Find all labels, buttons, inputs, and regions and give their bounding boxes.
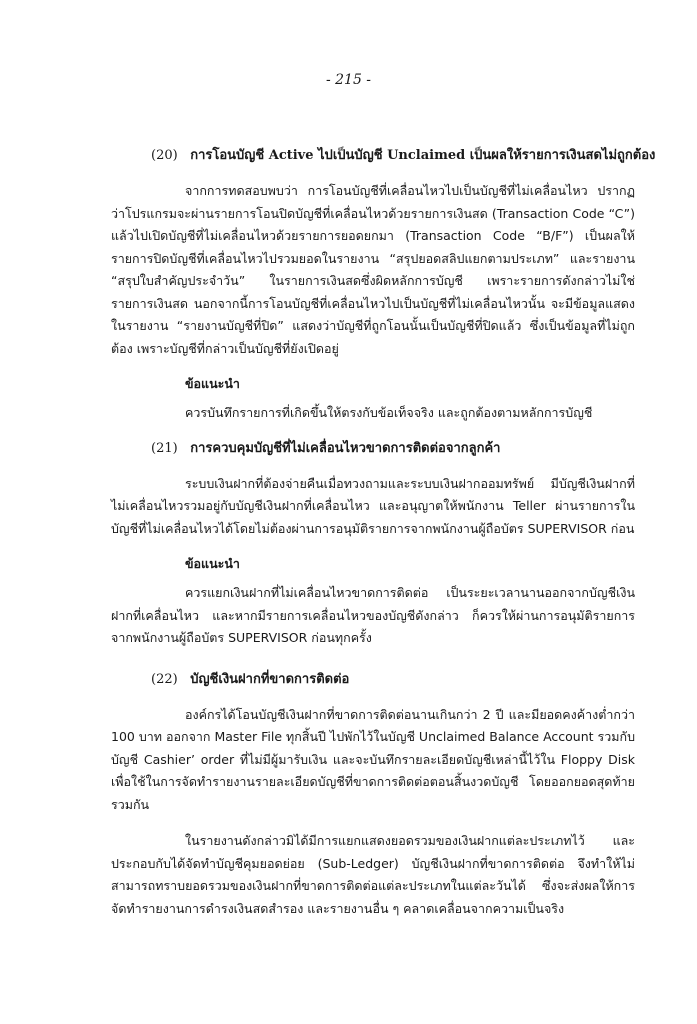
section-title: การโอนบัญชี Active ไปเป็นบัญชี Unclaimed เป็นผลให้รายการเงินสดไม่ถูกต้อง bbox=[190, 148, 656, 163]
section-heading-21 bbox=[111, 439, 635, 459]
recommendation-text: ควรแยกเงินฝากที่ไม่เคลื่อนไหวขาดการติดต่อ เป็นระยะเวลานานออกจากบัญชีเงินฝากที่เคลื่อนไหว และหากมีรายการเคลื่อนไหวของบัญชีดังกล่าว ก็ควรให้ผ่านการอนุมัติรายการจากพนักงานผู้ถือบัตร SUPERVISOR ก่อนทุกครั้ง bbox=[111, 585, 635, 645]
section-paragraph: จากการทดสอบพบว่า การโอนบัญชีที่เคลื่อนไหวไปเป็นบัญชีที่ไม่เคลื่อนไหว ปรากฏว่าโปรแกรมจะผ่านรายการโอนปิดบัญชีที่เคลื่อนไหวด้วยรายการเงินสด (Transaction Code “C”) แล้วไปเปิดบัญชีที่ไม่เคลื่อนไหวด้วยรายการยอดยกมา (Transaction Code “B/F”) เป็นผลให้รายการปิดบัญชีที่เคลื่อนไหวไปรวมยอดในรายงาน “สรุปยอดสลิปแยกตามประเภท” และรายงาน “สรุปใบสำคัญประจำวัน” ในรายการเงินสดซึ่งผิดหลักการบัญชี เพราะรายการดังกล่าวไม่ใช่รายการเงินสด นอกจากนี้การโอนบัญชีที่เคลื่อนไหวไปเป็นบัญชีที่ไม่เคลื่อนไหวนั้น จะมีข้อมูลแสดงในรายงาน “รายงานบัญชีที่ปิด” แสดงว่าบัญชีที่ถูกโอนนั้นเป็นบัญชีที่ปิดแล้ว ซึ่งเป็นข้อมูลที่ไม่ถูกต้อง เพราะบัญชีที่กล่าวเป็นบัญชีที่ยังเปิดอยู่ bbox=[111, 183, 635, 356]
recommendation-title: ข้อแนะนำ bbox=[185, 376, 240, 391]
section-heading-20 bbox=[111, 146, 656, 166]
page-number: - 215 - bbox=[325, 72, 372, 88]
document-body bbox=[111, 146, 656, 934]
section-paragraph: องค์กรได้โอนบัญชีเงินฝากที่ขาดการติดต่อนานเกินกว่า 2 ปี และมียอดคงค้างต่ำกว่า 100 บาท ออกจาก Master File ทุกสิ้นปี ไปพักไว้ในบัญชี Unclaimed Balance Account รวมกับบัญชี Cashier’ order ที่ไม่มีผู้มารับเงิน และจะบันทึกรายละเอียดบัญชีเหล่านี้ไว้ใน Floppy Disk เพื่อใช้ในการจัดทำรายงานรายละเอียดบัญชีที่ขาดการติดต่อตอนสิ้นงวดบัญชี โดยออกยอดสุดท้ายรวมกัน bbox=[111, 706, 636, 812]
section-paragraph-2: ในรายงานดังกล่าวมิได้มีการแยกแสดงยอดรวมของเงินฝากแต่ละประเภทไว้ และประกอบกับได้จัดทำบัญชีคุมยอดย่อย (Sub-Ledger) บัญชีเงินฝากที่ขาดการติดต่อ จึงทำให้ไม่สามารถทราบยอดรวมของเงินฝากที่ขาดการติดต่อแต่ละประเภทในแต่ละวันได้ ซึ่งจะส่งผลให้การจัดทำรายงานการดำรงเงินสดสำรอง และรายงานอื่น ๆ คลาดเคลื่อนจากความเป็นจริง bbox=[111, 833, 635, 916]
section-number: (21) bbox=[151, 440, 178, 456]
section-number: (22) bbox=[151, 671, 178, 687]
recommendation-title: ข้อแนะนำ bbox=[185, 556, 240, 571]
recommendation-text: ควรบันทึกรายการที่เกิดขึ้นให้ตรงกับข้อเท็จจริง และถูกต้องตามหลักการบัญชี bbox=[185, 405, 593, 420]
section-number: (20) bbox=[151, 148, 178, 163]
section-paragraph: ระบบเงินฝากที่ต้องจ่ายคืนเมื่อทวงถามและระบบเงินฝากออมทรัพย์ มีบัญชีเงินฝากที่ไม่เคลื่อนไหวรวมอยู่กับบัญชีเงินฝากที่เคลื่อนไหว และอนุญาตให้พนักงาน Teller ผ่านรายการในบัญชีที่ไม่เคลื่อนไหวได้โดยไม่ต้องผ่านการอนุมัติรายการจากพนักงานผู้ถือบัตร SUPERVISOR ก่อน bbox=[111, 475, 635, 536]
section-title: บัญชีเงินฝากที่ขาดการติดต่อ bbox=[190, 671, 350, 687]
section-title: การควบคุมบัญชีที่ไม่เคลื่อนไหวขาดการติดต่อจากลูกค้า bbox=[190, 440, 501, 456]
section-heading-22 bbox=[111, 670, 635, 690]
